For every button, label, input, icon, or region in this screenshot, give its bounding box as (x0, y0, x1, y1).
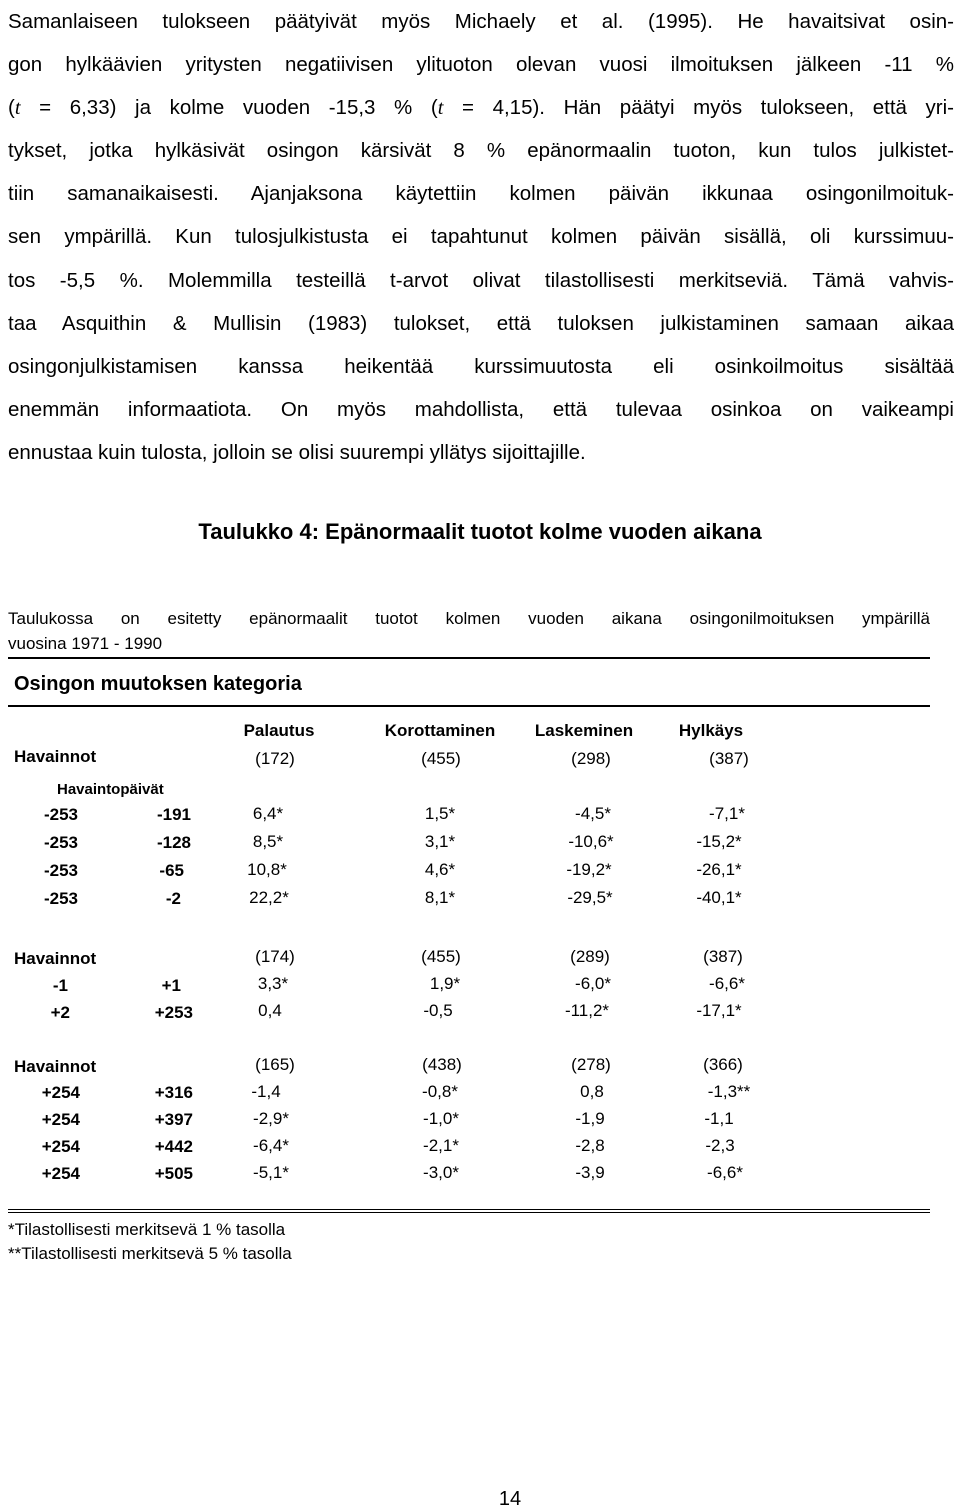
paragraph-line: tykset, jotka hylkäsivät osingon kärsivät 8 % epänormaalin tuoton, kun tulos julkistet- (8, 139, 954, 163)
paragraph-line: tiin samanaikaisesti. Ajanjaksona käytettiin kolmen päivän ikkunaa osingonilmoituk- (8, 182, 954, 206)
heading-rule (8, 705, 930, 707)
paragraph-line: osingonjulkistamisen kanssa heikentää kurssimuutosta eli osinkoilmoitus sisältää (8, 354, 954, 378)
paragraph-line: ennustaa kuin tulosta, jolloin se olisi suurempi yllätys sijoittajille. (8, 440, 586, 464)
paragraph-line: Samanlaiseen tulokseen päätyivät myös Michaely et al. (1995). He havaitsivat osin- (8, 10, 954, 33)
table-top-rule (8, 657, 930, 659)
body-paragraph (8, 0, 954, 474)
caption-line: Taulukossa on esitetty epänormaalit tuotot kolmen vuoden aikana osingonilmoituksen ympärillä (8, 609, 930, 628)
observation-count: (172) (255, 749, 295, 768)
t-statistic-symbol: t (437, 97, 444, 120)
observations-label: Havainnot (14, 747, 97, 766)
observation-count: (387) (709, 749, 749, 768)
observation-count: (455) (421, 947, 461, 966)
observations-label: Havainnot (14, 949, 97, 968)
paragraph-line: sen ympärillä. Kun tulosjulkistusta ei tapahtunut kolmen päivän sisällä, oli kurssimuu- (8, 225, 954, 249)
observation-count: (165) (255, 1055, 295, 1074)
observation-count: (387) (703, 947, 743, 966)
observation-count: (366) (703, 1055, 743, 1074)
observations-label: Havainnot (14, 1057, 97, 1076)
observation-count: (298) (571, 749, 611, 768)
footnote: *Tilastollisesti merkitsevä 1 % tasolla (8, 1220, 286, 1239)
paragraph-line: (t = 6,33) ja kolme vuoden -15,3 % (t = 4,15). Hän päätyi myös tulokseen, että yri- (8, 96, 954, 120)
table-footnotes (8, 1218, 292, 1266)
days-label: Havaintopäivät (57, 781, 164, 798)
table-caption (8, 606, 930, 656)
observation-count: (289) (570, 947, 610, 966)
caption-line: vuosina 1971 - 1990 (8, 634, 163, 653)
page-number: 14 (498, 1488, 522, 1510)
paragraph-line: taa Asquithin & Mullisin (1983) tulokset, että tuloksen julkistaminen samaan aikaa (8, 311, 954, 335)
column-header-laskeminen: Laskeminen (534, 721, 634, 740)
table-bottom-rule (8, 1209, 930, 1213)
column-header-hylkays: Hylkäys (678, 721, 744, 740)
t-statistic-symbol: t (14, 97, 21, 120)
observation-count: (438) (422, 1055, 462, 1074)
column-header-palautus: Palautus (243, 721, 315, 740)
paragraph-line: gon hylkäävien yritysten negatiivisen ylituoton olevan vuosi ilmoituksen jälkeen -11 % (8, 53, 954, 77)
observation-count: (455) (421, 749, 461, 768)
column-header-korottaminen: Korottaminen (384, 721, 496, 740)
table-title: Taulukko 4: Epänormaalit tuotot kolme vuoden aikana (198, 519, 762, 544)
paragraph-line: tos -5,5 %. Molemmilla testeillä t-arvot olivat tilastollisesti merkitseviä. Tämä vahvis- (8, 268, 954, 292)
footnote: **Tilastollisesti merkitsevä 5 % tasolla (8, 1244, 292, 1263)
category-heading: Osingon muutoksen kategoria (14, 673, 302, 695)
paragraph-line: enemmän informaatiota. On myös mahdollista, että tulevaa osinkoa on vaikeampi (8, 397, 954, 421)
observation-count: (174) (255, 947, 295, 966)
observation-count: (278) (571, 1055, 611, 1074)
